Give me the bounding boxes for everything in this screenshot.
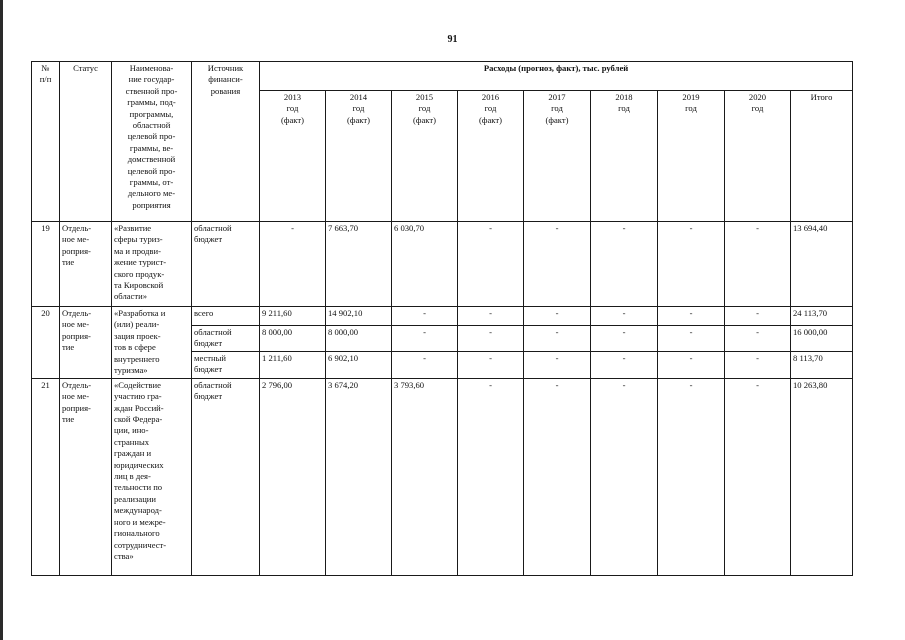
row-source: местный бюджет bbox=[192, 351, 260, 378]
value-2014: 6 902,10 bbox=[326, 351, 392, 378]
header-source: Источник финанси- рования bbox=[192, 62, 260, 222]
value-2016: - bbox=[458, 326, 524, 352]
value-2020: - bbox=[725, 307, 791, 326]
header-name: Наименова- ние государ- ственной про- граммы, под- программы, областной целевой про- граммы, ве- домственной целевой про- граммы, от- дельного ме- роприятия bbox=[112, 62, 192, 222]
value-total: 10 263,80 bbox=[791, 378, 853, 575]
year-2018: 2018 год bbox=[591, 91, 658, 222]
row-source: областной бюджет bbox=[192, 222, 260, 307]
value-2014: 8 000,00 bbox=[326, 326, 392, 352]
value-2015: - bbox=[392, 326, 458, 352]
value-2020: - bbox=[725, 378, 791, 575]
table-row bbox=[32, 222, 853, 307]
value-2013: - bbox=[260, 222, 326, 307]
scan-edge bbox=[0, 0, 3, 640]
value-2015: 3 793,60 bbox=[392, 378, 458, 575]
row-source: областной бюджет bbox=[192, 378, 260, 575]
value-2017: - bbox=[524, 307, 591, 326]
row-status: Отдель- ное ме- роприя- тие bbox=[60, 222, 112, 307]
value-total: 8 113,70 bbox=[791, 351, 853, 378]
row-num: 19 bbox=[32, 222, 60, 307]
header-row bbox=[32, 62, 853, 91]
value-2019: - bbox=[658, 222, 725, 307]
header-num: № п/п bbox=[32, 62, 60, 222]
value-2014: 3 674,20 bbox=[326, 378, 392, 575]
value-2020: - bbox=[725, 326, 791, 352]
row-source: областной бюджет bbox=[192, 326, 260, 352]
value-2015: 6 030,70 bbox=[392, 222, 458, 307]
page-number: 91 bbox=[447, 34, 458, 45]
value-2015: - bbox=[392, 307, 458, 326]
value-total: 16 000,00 bbox=[791, 326, 853, 352]
value-2017: - bbox=[524, 378, 591, 575]
header-expenses: Расходы (прогноз, факт), тыс. рублей bbox=[260, 62, 853, 91]
year-2016: 2016 год (факт) bbox=[458, 91, 524, 222]
value-2013: 9 211,60 bbox=[260, 307, 326, 326]
value-2020: - bbox=[725, 351, 791, 378]
year-2017: 2017 год (факт) bbox=[524, 91, 591, 222]
value-2016: - bbox=[458, 222, 524, 307]
value-2018: - bbox=[591, 351, 658, 378]
value-total: 24 113,70 bbox=[791, 307, 853, 326]
row-name: «Разработка и (или) реали- зация проек- тов в сфере внутреннего туризма» bbox=[112, 307, 192, 379]
row-status: Отдель- ное ме- роприя- тие bbox=[60, 378, 112, 575]
year-2013: 2013 год (факт) bbox=[260, 91, 326, 222]
value-2017: - bbox=[524, 351, 591, 378]
value-2017: - bbox=[524, 222, 591, 307]
row-num: 20 bbox=[32, 307, 60, 379]
value-2017: - bbox=[524, 326, 591, 352]
header-status: Статус bbox=[60, 62, 112, 222]
value-2018: - bbox=[591, 307, 658, 326]
table-row bbox=[32, 307, 853, 326]
year-2014: 2014 год (факт) bbox=[326, 91, 392, 222]
total-header: Итого bbox=[791, 91, 853, 222]
value-2013: 8 000,00 bbox=[260, 326, 326, 352]
value-2019: - bbox=[658, 307, 725, 326]
value-2019: - bbox=[658, 326, 725, 352]
budget-table bbox=[31, 61, 853, 576]
value-2014: 14 902,10 bbox=[326, 307, 392, 326]
row-source: всего bbox=[192, 307, 260, 326]
row-num: 21 bbox=[32, 378, 60, 575]
year-2015: 2015 год (факт) bbox=[392, 91, 458, 222]
value-total: 13 694,40 bbox=[791, 222, 853, 307]
value-2018: - bbox=[591, 378, 658, 575]
value-2014: 7 663,70 bbox=[326, 222, 392, 307]
year-2020: 2020 год bbox=[725, 91, 791, 222]
row-name: «Содействие участию гра- ждан Россий- ской Федера- ции, ино- странных граждан и юридических лиц в дея- тельности по реализации международ- ного и межре- гионального сотрудничест- ства» bbox=[112, 378, 192, 575]
value-2020: - bbox=[725, 222, 791, 307]
value-2016: - bbox=[458, 351, 524, 378]
value-2019: - bbox=[658, 378, 725, 575]
row-status: Отдель- ное ме- роприя- тие bbox=[60, 307, 112, 379]
value-2018: - bbox=[591, 222, 658, 307]
value-2016: - bbox=[458, 307, 524, 326]
value-2018: - bbox=[591, 326, 658, 352]
value-2013: 1 211,60 bbox=[260, 351, 326, 378]
value-2019: - bbox=[658, 351, 725, 378]
year-2019: 2019 год bbox=[658, 91, 725, 222]
table-row bbox=[32, 378, 853, 575]
value-2015: - bbox=[392, 351, 458, 378]
value-2013: 2 796,00 bbox=[260, 378, 326, 575]
value-2016: - bbox=[458, 378, 524, 575]
row-name: «Развитие сферы туриз- ма и продви- жение турист- ского продук- та Кировской области» bbox=[112, 222, 192, 307]
